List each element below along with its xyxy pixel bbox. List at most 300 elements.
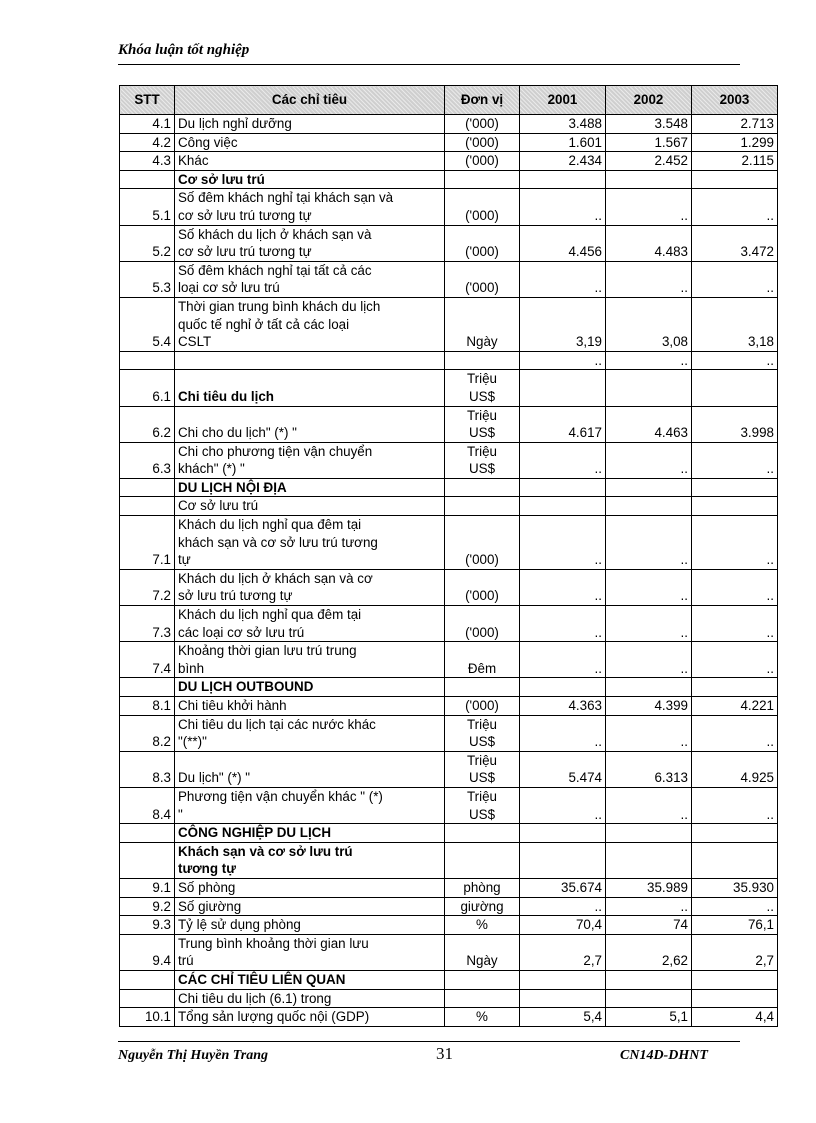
unit-cell <box>445 934 520 970</box>
value-2003 <box>692 497 778 516</box>
unit-cell <box>445 897 520 916</box>
unit-cell <box>445 370 520 406</box>
footer-class-code: CN14D-DHNT <box>620 1048 708 1063</box>
unit-line: Ngày <box>466 334 498 350</box>
label-line: Tổng sản lượng quốc nội (GDP) <box>178 1009 370 1025</box>
table-row <box>120 189 778 225</box>
table-row <box>120 678 778 697</box>
label-line: tương tự <box>178 861 236 877</box>
row-number: 8.3 <box>120 751 175 787</box>
indicator-cell <box>175 842 445 878</box>
row-number: 5.4 <box>120 297 175 351</box>
unit-cell <box>445 697 520 716</box>
table-row <box>120 261 778 297</box>
value-2001 <box>520 678 606 697</box>
unit-cell <box>445 351 520 370</box>
row-number: 8.4 <box>120 787 175 823</box>
unit-cell <box>445 678 520 697</box>
table-row <box>120 170 778 189</box>
indicator-cell <box>175 697 445 716</box>
value-2003: 1.299 <box>692 133 778 152</box>
row-number: 4.3 <box>120 152 175 171</box>
column-header-2003: 2003 <box>692 86 778 115</box>
value-2001: .. <box>520 606 606 642</box>
unit-cell <box>445 642 520 678</box>
indicator-cell <box>175 824 445 843</box>
value-2002 <box>606 370 692 406</box>
value-2003: 3.472 <box>692 225 778 261</box>
value-2003: 76,1 <box>692 916 778 935</box>
value-2002: 4.399 <box>606 697 692 716</box>
value-2001: 2,7 <box>520 934 606 970</box>
table-row <box>120 824 778 843</box>
value-2002: 3,08 <box>606 297 692 351</box>
indicator-cell <box>175 225 445 261</box>
value-2002: 3.548 <box>606 115 692 134</box>
value-2002: .. <box>606 787 692 823</box>
unit-cell <box>445 133 520 152</box>
unit-cell <box>445 115 520 134</box>
unit-line: % <box>476 917 488 933</box>
unit-cell <box>445 787 520 823</box>
label-line: Khoảng thời gian lưu trú trung <box>178 643 357 659</box>
unit-cell <box>445 442 520 478</box>
row-number: 9.2 <box>120 897 175 916</box>
row-number <box>120 824 175 843</box>
unit-line: ('000) <box>465 280 499 296</box>
value-2001: 3,19 <box>520 297 606 351</box>
indicator-cell <box>175 133 445 152</box>
value-2001: .. <box>520 569 606 605</box>
unit-line: ('000) <box>465 588 499 604</box>
indicator-cell <box>175 1008 445 1027</box>
label-line: DU LỊCH OUTBOUND <box>178 679 314 695</box>
value-2003: .. <box>692 261 778 297</box>
label-line: CÔNG NGHIỆP DU LỊCH <box>178 825 332 841</box>
row-number <box>120 478 175 497</box>
tourism-statistics-table <box>119 85 778 1027</box>
table-row <box>120 715 778 751</box>
value-2001: .. <box>520 516 606 570</box>
unit-cell <box>445 970 520 989</box>
label-line: bình <box>178 660 205 676</box>
value-2001: .. <box>520 261 606 297</box>
value-2003: 3.998 <box>692 406 778 442</box>
indicator-cell <box>175 970 445 989</box>
unit-cell <box>445 406 520 442</box>
table-row <box>120 115 778 134</box>
value-2001: .. <box>520 351 606 370</box>
unit-line: ('000) <box>465 116 499 131</box>
unit-cell <box>445 842 520 878</box>
value-2003: .. <box>692 606 778 642</box>
label-line: CÁC CHỈ TIÊU LIÊN QUAN <box>178 971 346 987</box>
value-2002: 5,1 <box>606 1008 692 1027</box>
value-2002: 35.989 <box>606 878 692 897</box>
unit-cell <box>445 225 520 261</box>
label-line: Du lịch" (*) " <box>178 770 251 786</box>
label-line: Công việc <box>178 134 238 150</box>
value-2001: 1.601 <box>520 133 606 152</box>
unit-line: ('000) <box>465 207 499 223</box>
table-row <box>120 442 778 478</box>
row-number: 5.1 <box>120 189 175 225</box>
label-line: Trung bình khoảng thời gian lưu <box>178 935 369 951</box>
value-2001 <box>520 478 606 497</box>
indicator-cell <box>175 497 445 516</box>
unit-line: Triệu <box>466 371 497 387</box>
value-2001 <box>520 497 606 516</box>
value-2003 <box>692 842 778 878</box>
row-number: 8.1 <box>120 697 175 716</box>
label-line: Số phòng <box>178 879 236 895</box>
value-2003: .. <box>692 787 778 823</box>
value-2003 <box>692 170 778 189</box>
unit-line: US$ <box>468 734 496 750</box>
unit-cell <box>445 878 520 897</box>
indicator-cell <box>175 152 445 171</box>
indicator-cell <box>175 751 445 787</box>
value-2003: .. <box>692 642 778 678</box>
value-2001 <box>520 842 606 878</box>
label-line: CSLT <box>178 334 212 350</box>
value-2002: .. <box>606 351 692 370</box>
column-header-2001: 2001 <box>520 86 606 115</box>
table-row <box>120 225 778 261</box>
label-line: cơ sở lưu trú tương tự <box>178 207 312 223</box>
unit-cell <box>445 751 520 787</box>
unit-cell <box>445 715 520 751</box>
unit-line: US$ <box>468 425 496 441</box>
value-2003: 2,7 <box>692 934 778 970</box>
value-2002 <box>606 678 692 697</box>
label-line: Khách sạn và cơ sở lưu trú <box>178 843 353 859</box>
unit-cell <box>445 569 520 605</box>
label-line: Số giường <box>178 898 242 914</box>
row-number <box>120 989 175 1008</box>
value-2002: 6.313 <box>606 751 692 787</box>
value-2003 <box>692 370 778 406</box>
row-number <box>120 351 175 370</box>
table-body <box>120 115 778 1027</box>
label-line: khách" (*) " <box>178 461 245 477</box>
label-line: Khách du lịch nghỉ qua đêm tại <box>178 607 362 623</box>
value-2002: .. <box>606 569 692 605</box>
indicator-cell <box>175 170 445 189</box>
row-number: 5.3 <box>120 261 175 297</box>
row-number: 7.1 <box>120 516 175 570</box>
table-row <box>120 697 778 716</box>
table-row <box>120 1008 778 1027</box>
indicator-cell <box>175 642 445 678</box>
label-line: các loại cơ sở lưu trú <box>178 624 305 640</box>
unit-cell <box>445 297 520 351</box>
row-number: 8.2 <box>120 715 175 751</box>
unit-line: Triệu <box>466 443 497 459</box>
value-2002 <box>606 824 692 843</box>
unit-cell <box>445 497 520 516</box>
value-2003: .. <box>692 351 778 370</box>
label-line: Số khách du lịch ở khách sạn và <box>178 226 372 242</box>
label-line: Khách du lịch ở khách sạn và cơ <box>178 570 373 586</box>
row-number: 6.2 <box>120 406 175 442</box>
value-2001 <box>520 970 606 989</box>
value-2002 <box>606 170 692 189</box>
value-2003 <box>692 678 778 697</box>
column-header-unit: Đơn vị <box>445 86 520 115</box>
value-2002 <box>606 989 692 1008</box>
unit-line: giường <box>460 898 504 914</box>
row-number <box>120 678 175 697</box>
page-number: 31 <box>436 1044 453 1063</box>
footer-author: Nguyễn Thị Huyền Trang <box>118 1048 268 1063</box>
indicator-cell <box>175 878 445 897</box>
indicator-cell <box>175 297 445 351</box>
value-2003: .. <box>692 516 778 570</box>
row-number: 9.1 <box>120 878 175 897</box>
indicator-cell <box>175 406 445 442</box>
unit-cell <box>445 1008 520 1027</box>
value-2002: 4.463 <box>606 406 692 442</box>
indicator-cell <box>175 351 445 370</box>
value-2003 <box>692 989 778 1008</box>
table-row <box>120 989 778 1008</box>
row-number <box>120 970 175 989</box>
indicator-cell <box>175 606 445 642</box>
label-line: Thời gian trung bình khách du lịch <box>178 298 381 314</box>
label-line: Chi tiêu khởi hành <box>178 698 287 713</box>
row-number: 9.4 <box>120 934 175 970</box>
indicator-cell <box>175 934 445 970</box>
row-number <box>120 170 175 189</box>
table-row <box>120 516 778 570</box>
value-2002: .. <box>606 642 692 678</box>
unit-line: Triệu <box>466 716 497 732</box>
table-row <box>120 406 778 442</box>
value-2002: .. <box>606 606 692 642</box>
indicator-cell <box>175 569 445 605</box>
value-2001: .. <box>520 787 606 823</box>
value-2002 <box>606 970 692 989</box>
value-2003: 4.221 <box>692 697 778 716</box>
value-2001 <box>520 989 606 1008</box>
value-2001: 3.488 <box>520 115 606 134</box>
label-line: Chi cho phương tiện vận chuyển <box>178 443 373 459</box>
unit-line: Đêm <box>467 660 497 676</box>
row-number <box>120 842 175 878</box>
value-2002: .. <box>606 715 692 751</box>
indicator-cell <box>175 442 445 478</box>
value-2002: 2,62 <box>606 934 692 970</box>
indicator-cell <box>175 115 445 134</box>
unit-cell <box>445 606 520 642</box>
value-2001: .. <box>520 189 606 225</box>
label-line: Chi cho du lịch" (*) " <box>178 425 297 441</box>
table-row <box>120 297 778 351</box>
value-2002: 74 <box>606 916 692 935</box>
label-line: quốc tế nghỉ ở tất cả các loại <box>178 316 350 332</box>
table-row <box>120 642 778 678</box>
label-line: Chi tiêu du lịch tại các nước khác <box>178 716 376 732</box>
indicator-cell <box>175 989 445 1008</box>
unit-cell <box>445 516 520 570</box>
value-2002: .. <box>606 516 692 570</box>
table-row <box>120 351 778 370</box>
value-2001 <box>520 370 606 406</box>
column-header-indicator: Các chỉ tiêu <box>175 86 445 115</box>
value-2003 <box>692 478 778 497</box>
unit-line: ('000) <box>465 153 499 169</box>
table-row <box>120 478 778 497</box>
unit-line: % <box>476 1009 488 1025</box>
value-2003: .. <box>692 897 778 916</box>
table-row <box>120 970 778 989</box>
value-2002 <box>606 842 692 878</box>
value-2003: 4,4 <box>692 1008 778 1027</box>
table-row <box>120 569 778 605</box>
value-2001: .. <box>520 715 606 751</box>
value-2003 <box>692 970 778 989</box>
value-2001: 4.363 <box>520 697 606 716</box>
indicator-cell <box>175 678 445 697</box>
row-number: 10.1 <box>120 1008 175 1027</box>
row-number: 7.3 <box>120 606 175 642</box>
unit-cell <box>445 916 520 935</box>
label-line: tự <box>178 552 191 568</box>
label-line: Số đêm khách nghỉ tại tất cả các <box>178 262 372 278</box>
unit-line: Triệu <box>466 407 497 423</box>
label-line: Phương tiện vận chuyển khác " (*) <box>178 788 383 804</box>
row-number: 6.3 <box>120 442 175 478</box>
label-line: Cơ sở lưu trú <box>178 498 259 514</box>
label-line: khách sạn và cơ sở lưu trú tương <box>178 534 378 550</box>
value-2002 <box>606 478 692 497</box>
unit-cell <box>445 170 520 189</box>
unit-cell <box>445 824 520 843</box>
unit-line: ('000) <box>465 552 499 568</box>
table-row <box>120 606 778 642</box>
row-number: 4.1 <box>120 115 175 134</box>
document-header-title: Khóa luận tốt nghiệp <box>118 42 250 58</box>
value-2003: .. <box>692 715 778 751</box>
value-2001: .. <box>520 642 606 678</box>
label-line: " <box>178 806 183 822</box>
unit-line: Triệu <box>466 788 497 804</box>
label-line: Số đêm khách nghỉ tại khách sạn và <box>178 190 394 206</box>
value-2001: 5,4 <box>520 1008 606 1027</box>
indicator-cell <box>175 897 445 916</box>
value-2002: .. <box>606 261 692 297</box>
column-header-stt: STT <box>120 86 175 115</box>
indicator-cell <box>175 370 445 406</box>
label-line: sở lưu trú tương tự <box>178 588 293 604</box>
unit-line: US$ <box>468 388 496 404</box>
unit-cell <box>445 152 520 171</box>
value-2001: .. <box>520 897 606 916</box>
unit-cell <box>445 261 520 297</box>
value-2002: 2.452 <box>606 152 692 171</box>
value-2003: .. <box>692 569 778 605</box>
label-line: Khách du lịch nghỉ qua đêm tại <box>178 517 362 533</box>
row-number: 6.1 <box>120 370 175 406</box>
indicator-cell <box>175 478 445 497</box>
value-2002: 1.567 <box>606 133 692 152</box>
row-number: 7.2 <box>120 569 175 605</box>
unit-line: ('000) <box>465 698 499 713</box>
value-2001: 35.674 <box>520 878 606 897</box>
table-row <box>120 916 778 935</box>
value-2003: 2.713 <box>692 115 778 134</box>
table-row <box>120 787 778 823</box>
value-2002: .. <box>606 442 692 478</box>
indicator-cell <box>175 787 445 823</box>
indicator-cell <box>175 715 445 751</box>
value-2002: .. <box>606 189 692 225</box>
indicator-cell <box>175 261 445 297</box>
unit-line: ('000) <box>465 624 499 640</box>
label-line: Tỷ lệ sử dụng phòng <box>178 917 301 933</box>
row-number: 9.3 <box>120 916 175 935</box>
value-2003 <box>692 824 778 843</box>
table-row <box>120 497 778 516</box>
row-number: 7.4 <box>120 642 175 678</box>
label-line: DU LỊCH NỘI ĐỊA <box>178 479 287 495</box>
value-2001: 2.434 <box>520 152 606 171</box>
table-row <box>120 133 778 152</box>
label-line: trú <box>178 953 194 969</box>
value-2001: .. <box>520 442 606 478</box>
indicator-cell <box>175 189 445 225</box>
row-number: 5.2 <box>120 225 175 261</box>
unit-cell <box>445 189 520 225</box>
value-2001 <box>520 170 606 189</box>
column-header-2002: 2002 <box>606 86 692 115</box>
header-divider <box>118 64 740 65</box>
unit-line: US$ <box>468 806 496 822</box>
table-header-row <box>120 86 778 115</box>
unit-cell <box>445 989 520 1008</box>
indicator-cell <box>175 516 445 570</box>
row-number <box>120 497 175 516</box>
value-2001 <box>520 824 606 843</box>
table-row <box>120 842 778 878</box>
value-2003: 2.115 <box>692 152 778 171</box>
value-2001: 70,4 <box>520 916 606 935</box>
value-2001: 4.617 <box>520 406 606 442</box>
table-row <box>120 751 778 787</box>
footer-divider <box>118 1041 740 1042</box>
value-2001: 4.456 <box>520 225 606 261</box>
value-2002 <box>606 497 692 516</box>
label-line: Chi tiêu du lịch <box>178 388 274 404</box>
unit-line: Ngày <box>466 953 498 969</box>
value-2002: 4.483 <box>606 225 692 261</box>
unit-line: US$ <box>468 770 496 786</box>
table-row <box>120 878 778 897</box>
table-row <box>120 897 778 916</box>
value-2003: 3,18 <box>692 297 778 351</box>
value-2003: .. <box>692 442 778 478</box>
value-2002: .. <box>606 897 692 916</box>
unit-line: ('000) <box>465 134 499 150</box>
unit-cell <box>445 478 520 497</box>
label-line: loại cơ sở lưu trú <box>178 280 280 296</box>
value-2003: .. <box>692 189 778 225</box>
unit-line: US$ <box>468 461 496 477</box>
unit-line: ('000) <box>465 244 499 260</box>
indicator-cell <box>175 916 445 935</box>
value-2001: 5.474 <box>520 751 606 787</box>
